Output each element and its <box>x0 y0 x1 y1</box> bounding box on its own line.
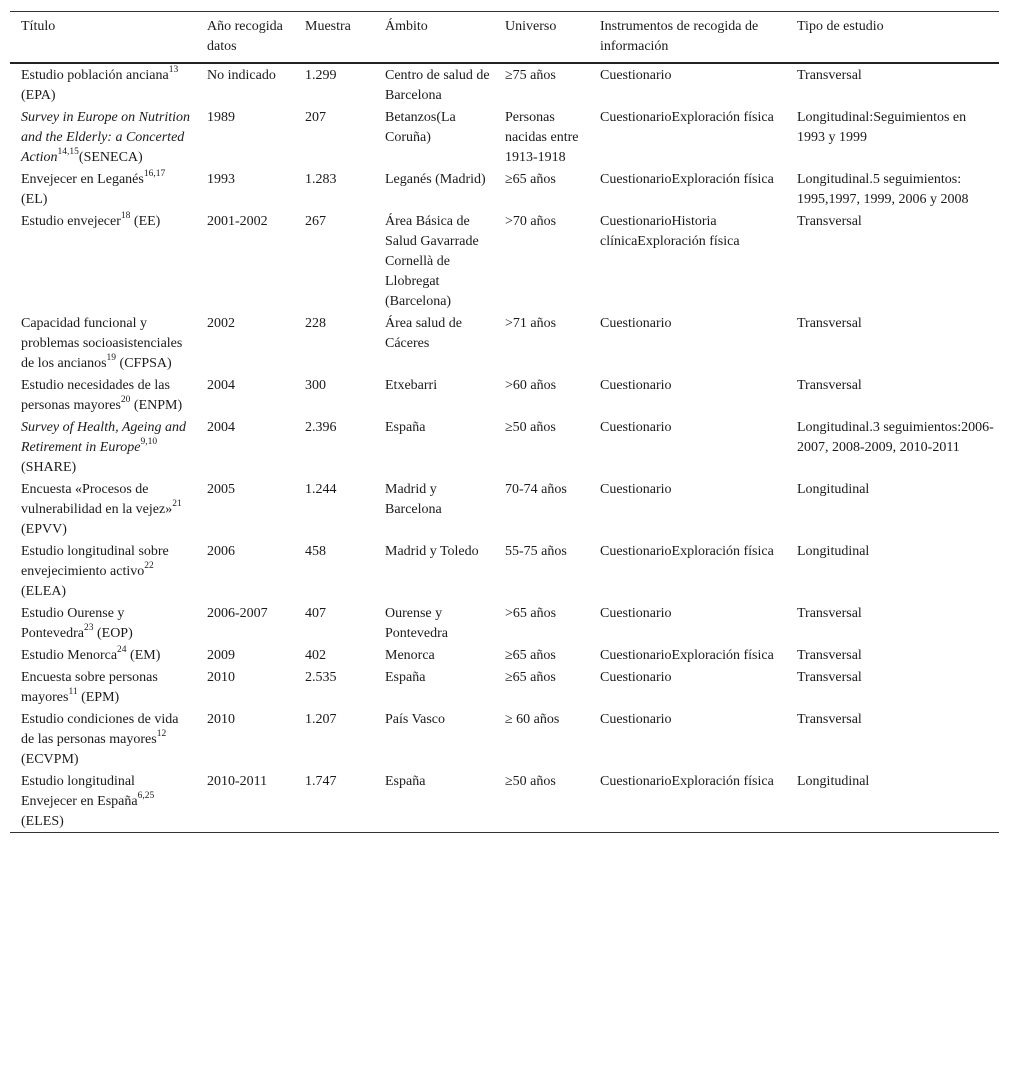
cell-universe: ≥50 años <box>505 420 556 435</box>
title-text: Estudio envejecer <box>21 214 121 229</box>
cell-universe: >70 años <box>505 214 557 229</box>
header-anio: Año recogida datos <box>207 19 283 54</box>
title-text: Survey of Health, Ageing and Retirement in Europe <box>21 420 186 455</box>
cell-scope: Etxebarri <box>385 378 438 393</box>
cell-type: Transversal <box>797 214 862 229</box>
header-universo: Universo <box>505 19 557 34</box>
title-abbrev: (EPA) <box>21 88 56 103</box>
cell-sample: 407 <box>305 606 326 621</box>
cell-year: 1993 <box>207 172 235 187</box>
cell-type: Longitudinal <box>797 482 870 497</box>
title-abbrev: (EPM) <box>77 690 120 705</box>
reference-sup: 23 <box>83 623 94 634</box>
cell-title <box>10 312 196 374</box>
table-row <box>10 602 999 644</box>
cell-instruments: Cuestionario <box>600 378 672 393</box>
title-text: Encuesta sobre personas mayores <box>21 670 158 705</box>
title-text: Envejecer en Leganés <box>21 172 144 187</box>
cell-type: Transversal <box>797 68 862 83</box>
cell-scope: Madrid y Toledo <box>385 544 479 559</box>
cell-scope: España <box>385 774 426 789</box>
table-row <box>10 644 999 666</box>
studies-table <box>10 11 999 833</box>
cell-sample: 2.535 <box>305 670 337 685</box>
cell-universe: ≥75 años <box>505 68 556 83</box>
title-abbrev: (ELEA) <box>21 584 67 599</box>
cell-sample: 207 <box>305 110 326 125</box>
cell-scope: Menorca <box>385 648 435 663</box>
cell-title <box>10 770 196 833</box>
cell-type: Transversal <box>797 712 862 727</box>
cell-universe: ≥65 años <box>505 172 556 187</box>
cell-sample: 1.283 <box>305 172 337 187</box>
table-row <box>10 416 999 478</box>
cell-universe: 55-75 años <box>505 544 567 559</box>
table-row <box>10 106 999 168</box>
cell-sample: 300 <box>305 378 326 393</box>
header-ambito: Ámbito <box>385 19 428 34</box>
table-row <box>10 312 999 374</box>
title-abbrev: (EM) <box>126 648 161 663</box>
cell-title <box>10 602 196 644</box>
cell-scope: País Vasco <box>385 712 446 727</box>
reference-sup: 6,25 <box>137 791 155 802</box>
cell-universe: ≥ 60 años <box>505 712 560 727</box>
title-abbrev: (EPVV) <box>21 522 67 537</box>
title-text: Estudio necesidades de las personas mayores <box>21 378 170 413</box>
reference-sup: 22 <box>144 561 154 572</box>
cell-type: Longitudinal <box>797 544 870 559</box>
reference-sup: 24 <box>117 645 127 656</box>
cell-type: Longitudinal:Seguimientos en 1993 y 1999 <box>797 110 967 145</box>
header-muestra: Muestra <box>305 19 351 34</box>
cell-title <box>10 63 196 106</box>
cell-instruments: CuestionarioExploración física <box>600 648 774 663</box>
cell-type: Transversal <box>797 316 862 331</box>
cell-title <box>10 210 196 312</box>
cell-type: Longitudinal.5 seguimientos: 1995,1997, 1999, 2006 y 2008 <box>797 172 969 207</box>
title-abbrev: (ENPM) <box>130 398 183 413</box>
table-row <box>10 63 999 106</box>
cell-instruments: CuestionarioExploración física <box>600 172 774 187</box>
title-text: Survey in Europe on Nutrition and the Elderly: a Concerted Action <box>21 110 191 165</box>
table-row <box>10 374 999 416</box>
cell-year: 2006 <box>207 544 235 559</box>
cell-instruments: Cuestionario <box>600 606 672 621</box>
cell-scope: Área Básica de Salud Gavarrade Cornellà de Llobregat (Barcelona) <box>385 214 479 309</box>
cell-year: 2010-2011 <box>207 774 268 789</box>
reference-sup: 11 <box>68 687 78 698</box>
header-row <box>10 12 999 64</box>
cell-year: 2001-2002 <box>207 214 268 229</box>
cell-year: 2004 <box>207 420 235 435</box>
cell-title <box>10 374 196 416</box>
table-row <box>10 770 999 833</box>
reference-sup: 13 <box>168 65 179 76</box>
cell-year: 2009 <box>207 648 235 663</box>
reference-sup: 19 <box>106 353 117 364</box>
title-text: Estudio Menorca <box>21 648 118 663</box>
cell-scope: Área salud de Cáceres <box>385 316 462 351</box>
cell-type: Longitudinal <box>797 774 870 789</box>
cell-title <box>10 666 196 708</box>
title-abbrev: (EL) <box>21 192 48 207</box>
table-row <box>10 168 999 210</box>
title-text: Estudio población anciana <box>21 68 169 83</box>
cell-instruments: CuestionarioHistoria clínicaExploración física <box>600 214 740 249</box>
header-tipo: Tipo de estudio <box>797 19 884 34</box>
table-row <box>10 478 999 540</box>
cell-year: 2005 <box>207 482 235 497</box>
cell-instruments: Cuestionario <box>600 316 672 331</box>
reference-sup: 18 <box>120 211 131 222</box>
cell-title <box>10 416 196 478</box>
cell-universe: 70-74 años <box>505 482 567 497</box>
title-abbrev: (SENECA) <box>78 150 143 165</box>
reference-sup: 12 <box>156 729 167 740</box>
header-titulo: Título <box>21 19 56 34</box>
table-row <box>10 210 999 312</box>
cell-sample: 267 <box>305 214 326 229</box>
cell-universe: >60 años <box>505 378 557 393</box>
cell-type: Transversal <box>797 648 862 663</box>
cell-sample: 1.747 <box>305 774 337 789</box>
cell-year: 2010 <box>207 712 235 727</box>
cell-universe: Personas nacidas entre 1913-1918 <box>505 110 579 165</box>
cell-scope: España <box>385 420 426 435</box>
title-abbrev: (EE) <box>130 214 161 229</box>
title-text: Estudio condiciones de vida de las personas mayores <box>21 712 179 747</box>
cell-year: 1989 <box>207 110 235 125</box>
title-text: Estudio Ourense y Pontevedra <box>21 606 125 641</box>
cell-instruments: CuestionarioExploración física <box>600 544 774 559</box>
header-instrumentos: Instrumentos de recogida de información <box>600 19 759 54</box>
reference-sup: 16,17 <box>143 169 166 180</box>
cell-type: Transversal <box>797 606 862 621</box>
cell-type: Transversal <box>797 670 862 685</box>
cell-title <box>10 106 196 168</box>
title-abbrev: (SHARE) <box>21 460 77 475</box>
cell-title <box>10 168 196 210</box>
cell-sample: 1.299 <box>305 68 337 83</box>
title-abbrev: (ECVPM) <box>21 752 79 767</box>
cell-year: 2004 <box>207 378 235 393</box>
cell-sample: 1.207 <box>305 712 337 727</box>
cell-scope: Madrid y Barcelona <box>385 482 442 517</box>
title-text: Estudio longitudinal Envejecer en España <box>21 774 138 809</box>
cell-sample: 402 <box>305 648 326 663</box>
table-row <box>10 708 999 770</box>
title-text: Estudio longitudinal sobre envejecimiento activo <box>21 544 169 579</box>
reference-sup: 14,15 <box>57 147 79 158</box>
cell-universe: >65 años <box>505 606 557 621</box>
cell-instruments: CuestionarioExploración física <box>600 774 774 789</box>
title-text: Capacidad funcional y problemas socioasistenciales de los ancianos <box>21 316 183 371</box>
table-row <box>10 666 999 708</box>
cell-title <box>10 540 196 602</box>
cell-instruments: Cuestionario <box>600 68 672 83</box>
cell-sample: 1.244 <box>305 482 337 497</box>
cell-instruments: Cuestionario <box>600 482 672 497</box>
cell-universe: ≥50 años <box>505 774 556 789</box>
cell-type: Longitudinal.3 seguimientos:2006-2007, 2008-2009, 2010-2011 <box>797 420 994 455</box>
title-text: Encuesta «Procesos de vulnerabilidad en la vejez» <box>21 482 173 517</box>
cell-universe: ≥65 años <box>505 670 556 685</box>
cell-sample: 228 <box>305 316 326 331</box>
cell-year: 2002 <box>207 316 235 331</box>
title-abbrev: (ELES) <box>21 814 64 829</box>
cell-instruments: Cuestionario <box>600 670 672 685</box>
title-abbrev: (EOP) <box>93 626 133 641</box>
cell-scope: Ourense y Pontevedra <box>385 606 448 641</box>
cell-instruments: Cuestionario <box>600 420 672 435</box>
reference-sup: 20 <box>120 395 131 406</box>
cell-instruments: CuestionarioExploración física <box>600 110 774 125</box>
cell-year: 2010 <box>207 670 235 685</box>
cell-year: 2006-2007 <box>207 606 268 621</box>
cell-year: No indicado <box>207 68 276 83</box>
cell-title <box>10 708 196 770</box>
cell-sample: 2.396 <box>305 420 337 435</box>
reference-sup: 21 <box>172 499 182 510</box>
reference-sup: 9,10 <box>140 437 158 448</box>
cell-instruments: Cuestionario <box>600 712 672 727</box>
cell-title <box>10 644 196 666</box>
cell-universe: ≥65 años <box>505 648 556 663</box>
cell-scope: Centro de salud de Barcelona <box>385 68 490 103</box>
table-row <box>10 540 999 602</box>
cell-title <box>10 478 196 540</box>
cell-sample: 458 <box>305 544 326 559</box>
cell-scope: Betanzos(La Coruña) <box>385 110 456 145</box>
cell-universe: >71 años <box>505 316 557 331</box>
cell-scope: España <box>385 670 426 685</box>
cell-type: Transversal <box>797 378 862 393</box>
cell-scope: Leganés (Madrid) <box>385 172 486 187</box>
title-abbrev: (CFPSA) <box>116 356 172 371</box>
